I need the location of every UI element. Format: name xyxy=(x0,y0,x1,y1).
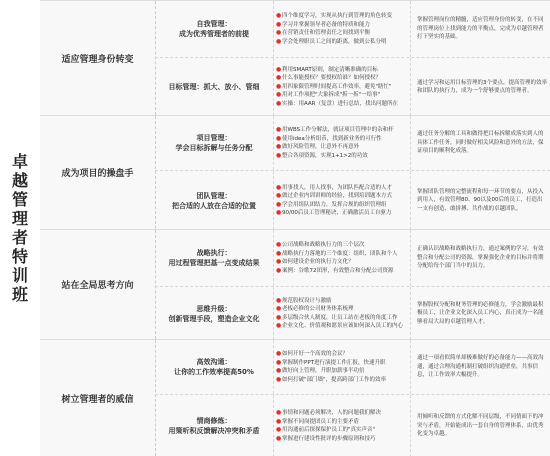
module-title-line2: 创新管理手段，塑造企业文化 xyxy=(168,314,260,323)
bullet-icon: ● xyxy=(276,91,282,99)
point-text: 用WBS工作分解法，就证项目管理中的杂和杆 xyxy=(282,127,394,133)
module-title xyxy=(155,395,273,456)
list-item xyxy=(276,192,410,201)
bullet-icon: ● xyxy=(276,65,282,73)
list-item xyxy=(276,12,410,21)
module-points xyxy=(273,171,411,230)
module-goal xyxy=(417,340,547,394)
module-title-line1: 情商修炼： xyxy=(196,417,232,425)
section xyxy=(40,115,550,229)
goal-text: 正确认识战略和战略执行力，通过案例的学习，有效整合和分配公司的资源，掌握强化企业的目标并将期分配给每个部门当中的员力。 xyxy=(417,246,544,270)
bullet-icon: ● xyxy=(276,322,282,329)
module-goal xyxy=(417,116,547,170)
bullet-icon: ● xyxy=(276,241,282,248)
list-item xyxy=(276,314,410,323)
module-title-line1: 高效沟通： xyxy=(196,358,232,366)
title-char: 者 xyxy=(11,228,28,247)
point-text: 90/00后员工管理秘诀，正确激活员工自驱力 xyxy=(282,210,392,216)
module-goal xyxy=(417,58,547,116)
list-item xyxy=(276,135,410,144)
module-row xyxy=(155,395,550,456)
point-text: 如何开好一个高效的会议？ xyxy=(282,351,349,357)
bullet-icon: ● xyxy=(276,82,282,90)
point-text: 做过企业内训讲师的经验，找到培训题本方式 xyxy=(282,193,393,199)
point-text: 利用SMART原则，制定清晰准确的目标 xyxy=(282,66,378,73)
point-text: 战略执行力落地的三个维度：组织、团队和个人 xyxy=(282,250,398,257)
list-item xyxy=(276,91,410,100)
module-title-line1: 战略执行： xyxy=(196,249,232,257)
section-label: 适应管理身份转变 xyxy=(61,54,134,65)
point-text: 做好风险管理，让意外不再意外 xyxy=(282,144,360,150)
list-item xyxy=(276,66,410,75)
point-text: 用对工作项把"大象拆成"拆一拆"一给事" xyxy=(282,92,381,99)
title-char: 理 xyxy=(11,209,28,228)
point-text: 用沟通前后探探保护员工的"真实声音" xyxy=(282,427,376,433)
bullet-icon: ● xyxy=(276,434,282,442)
module-title xyxy=(155,171,273,230)
bullet-icon: ● xyxy=(276,99,282,107)
module-points xyxy=(273,58,411,116)
list-item xyxy=(276,209,410,218)
list-item xyxy=(276,250,410,259)
module-title-line2: 用策听积反馈解决冲突和矛盾 xyxy=(168,427,260,435)
point-text: 使用idea分析组币，找到新业务的可行性 xyxy=(282,135,382,142)
point-text: 实操：用AAR（复盘）进行总结，找出问题所在 xyxy=(282,100,399,107)
section-label: 站在全局思考方向 xyxy=(61,281,134,291)
bullet-icon: ● xyxy=(276,12,282,19)
point-text: 如何打破"部门墙"，提高跨部门工作的效率 xyxy=(282,376,387,383)
list-item xyxy=(276,409,410,418)
module-points xyxy=(273,116,411,170)
point-text: 掌握进行建设性批评的步骤原则和技巧 xyxy=(282,435,376,442)
module-title-line2: 把合适的人放在合适的位置 xyxy=(172,201,256,210)
point-text: 学会用组队团结力，发挥合规的组织管理组 xyxy=(282,201,387,208)
bullet-icon: ● xyxy=(276,20,282,28)
point-text: 如何建设企业的执行力文化？ xyxy=(282,259,354,265)
section xyxy=(40,339,550,456)
list-item xyxy=(276,359,410,368)
point-text: 案例：谷歌72团形，有效整合和分配公司资源 xyxy=(282,267,394,274)
bullet-icon: ● xyxy=(276,143,282,150)
module-row xyxy=(155,171,550,230)
module-goal xyxy=(417,171,547,230)
bullet-icon: ● xyxy=(276,305,282,312)
point-text: 在营销责任和管理责任之间找到平衡 xyxy=(282,30,371,36)
title-char: 特 xyxy=(11,247,28,266)
module-title xyxy=(155,287,273,340)
title-char: 班 xyxy=(11,285,28,304)
module-title-line1: 团队管理： xyxy=(196,191,232,200)
bullet-icon: ● xyxy=(276,266,282,274)
section xyxy=(40,0,550,115)
module-goal xyxy=(417,230,547,286)
goal-text: 用倾听和反馈的方式化解不同层级，不同情面下的冲突与矛盾，开始能成出一套自身的管理体系，由优秀化变为卓越。 xyxy=(417,414,544,438)
list-item xyxy=(276,100,410,109)
module-points xyxy=(273,287,411,340)
bullet-icon: ● xyxy=(276,192,282,199)
list-item xyxy=(276,201,410,210)
bullet-icon: ● xyxy=(276,258,282,265)
goal-text: 掌握股权分配和财务管理的必修能力，学会激励最积极员工，让企业文化深入员工内心，真正成为一名能够看局大局的卓越管理人才。 xyxy=(417,301,544,325)
bullet-icon: ● xyxy=(276,417,282,425)
list-item xyxy=(276,426,410,435)
point-text: 企业文化、价值观和愿景应该如何深入员工的内心 xyxy=(282,323,404,329)
list-item xyxy=(276,83,410,92)
bullet-icon: ● xyxy=(276,74,282,82)
goal-text: 通过任务分解的工具和做得把目标拆解成落实到人的具体工作任务，同时做好相关风险和意外的方法，保证项目的顺利化成落。 xyxy=(417,131,544,155)
section-label: 成为项目的操盘手 xyxy=(61,169,134,179)
list-item xyxy=(276,350,410,359)
point-text: 掌握不同岗提团员工的主要矛盾 xyxy=(282,418,360,425)
course-title xyxy=(0,0,40,456)
bullet-icon: ● xyxy=(276,200,282,208)
point-text: 整合各项资源，实现1+1>2的功效 xyxy=(282,152,368,159)
module-title-line1: 项目管理： xyxy=(196,134,232,142)
list-item xyxy=(276,367,410,376)
bullet-icon: ● xyxy=(276,358,282,366)
bullet-icon: ● xyxy=(276,209,282,216)
bullet-icon: ● xyxy=(276,375,282,383)
list-item xyxy=(276,241,410,250)
list-item xyxy=(276,376,410,385)
module-points xyxy=(273,230,411,286)
bullet-icon: ● xyxy=(276,350,282,357)
list-item xyxy=(276,143,410,152)
module-title xyxy=(155,1,273,57)
point-text: 用四象限管理时间提高工作效率，避免"瞎忙" xyxy=(282,83,392,90)
bullet-icon: ● xyxy=(276,134,282,142)
goal-text: 掌握团队管理的完整流程和每一环节的要点，从投入到用人，有效管理80、90以及00后的员工，打造出一支有创造、敢拼搏、共作战的卓越团队。 xyxy=(417,188,544,212)
bullet-icon: ● xyxy=(276,29,282,36)
list-item xyxy=(276,29,410,38)
bullet-icon: ● xyxy=(276,426,282,433)
bullet-icon: ● xyxy=(276,37,282,45)
list-item xyxy=(276,267,410,276)
module-row xyxy=(155,1,550,58)
title-char: 卓 xyxy=(11,152,28,171)
module-row xyxy=(155,58,550,116)
module-title-line2: 学会目标拆解与任务分配 xyxy=(175,144,253,152)
list-item xyxy=(276,74,410,83)
bullet-icon: ● xyxy=(276,367,282,374)
bullet-icon: ● xyxy=(276,313,282,321)
list-item xyxy=(276,126,410,135)
list-item xyxy=(276,152,410,161)
module-title xyxy=(155,340,273,394)
list-item xyxy=(276,38,410,47)
module-row xyxy=(155,116,550,171)
module-title-line2: 让你的工作效率提高50% xyxy=(174,368,254,376)
point-text: 学会处理职员工之间的距离，做到公私分明 xyxy=(282,38,387,45)
list-item xyxy=(276,305,410,314)
point-text: 多层级合伙人制度，让员工站在老板的角度工作 xyxy=(282,314,398,321)
goal-text: 掌握管理岗位的精髓，适应管理身份的转变，在不同的管理岗位上找到能力的平衡点，完成为卓越管理者打下坚实的基础。 xyxy=(417,17,544,41)
point-text: 用事找人，用人找事，为团队匹配合适的人才 xyxy=(282,184,393,191)
module-title xyxy=(155,230,273,286)
goal-text: 通过一项看似简单却极难做好的必备能力——高效沟通，通过合理沟通机制打破组织沟通壁垒，共事信息，让工作效率大幅提升。 xyxy=(417,355,544,379)
bullet-icon: ● xyxy=(276,249,282,257)
point-text: 老板必修的公司财务体系梳理 xyxy=(282,306,354,312)
module-row xyxy=(155,230,550,287)
point-text: 事情和问题必须解决，人的问题我们解决 xyxy=(282,410,382,416)
point-text: 规范股权设计与激励 xyxy=(282,297,332,304)
module-title-line2: 成为优秀管理者的前提 xyxy=(179,30,249,38)
point-text: 做好向上管理，升职加薪事半功倍 xyxy=(282,368,365,374)
section-label: 树立管理者的威信 xyxy=(61,394,134,405)
module-points xyxy=(273,340,411,394)
module-title-line1: 思维升级： xyxy=(196,304,232,313)
module-points xyxy=(273,395,411,456)
module-goal xyxy=(417,287,547,340)
goal-text: 通过学习和运用目标管理的3个要点，提高管理的效率和团队的执行力，成为一个舒够要点的管理者。 xyxy=(417,79,548,94)
bullet-icon: ● xyxy=(276,183,282,191)
module-title-line1: 自我管理： xyxy=(196,20,232,28)
point-text: 四个维度学习，实现从执行到管理的角色转变 xyxy=(282,13,393,19)
bullet-icon: ● xyxy=(276,151,282,159)
title-char: 管 xyxy=(11,190,28,209)
title-char: 越 xyxy=(11,171,28,190)
list-item xyxy=(276,258,410,267)
module-title-line1: 目标管理：抓大、放小、管细 xyxy=(168,83,260,91)
list-item xyxy=(276,435,410,444)
module-goal xyxy=(417,395,547,456)
point-text: 公司战略和战略执行力的三个层次 xyxy=(282,242,365,248)
section xyxy=(40,229,550,339)
list-item xyxy=(276,21,410,30)
point-text: 学习并掌握领导者必备的特质和能力 xyxy=(282,21,371,28)
bullet-icon: ● xyxy=(276,126,282,133)
list-item xyxy=(276,297,410,306)
module-goal xyxy=(417,1,547,57)
module-title xyxy=(155,116,273,170)
point-text: 什么事能授权？要授权给谁？如何授权？ xyxy=(282,75,382,82)
list-item xyxy=(276,418,410,427)
title-char: 训 xyxy=(11,266,28,285)
list-item xyxy=(276,322,410,331)
module-title-line2: 用过程管理把基一点变成结果 xyxy=(168,259,260,267)
bullet-icon: ● xyxy=(276,296,282,304)
curriculum-table xyxy=(40,0,550,456)
module-row xyxy=(155,340,550,395)
point-text: 掌握制作PPT进行演提工作汇报，快速升职 xyxy=(282,359,386,366)
list-item xyxy=(276,184,410,193)
bullet-icon: ● xyxy=(276,409,282,416)
module-points xyxy=(273,1,411,57)
module-row xyxy=(155,287,550,340)
module-title xyxy=(155,58,273,116)
